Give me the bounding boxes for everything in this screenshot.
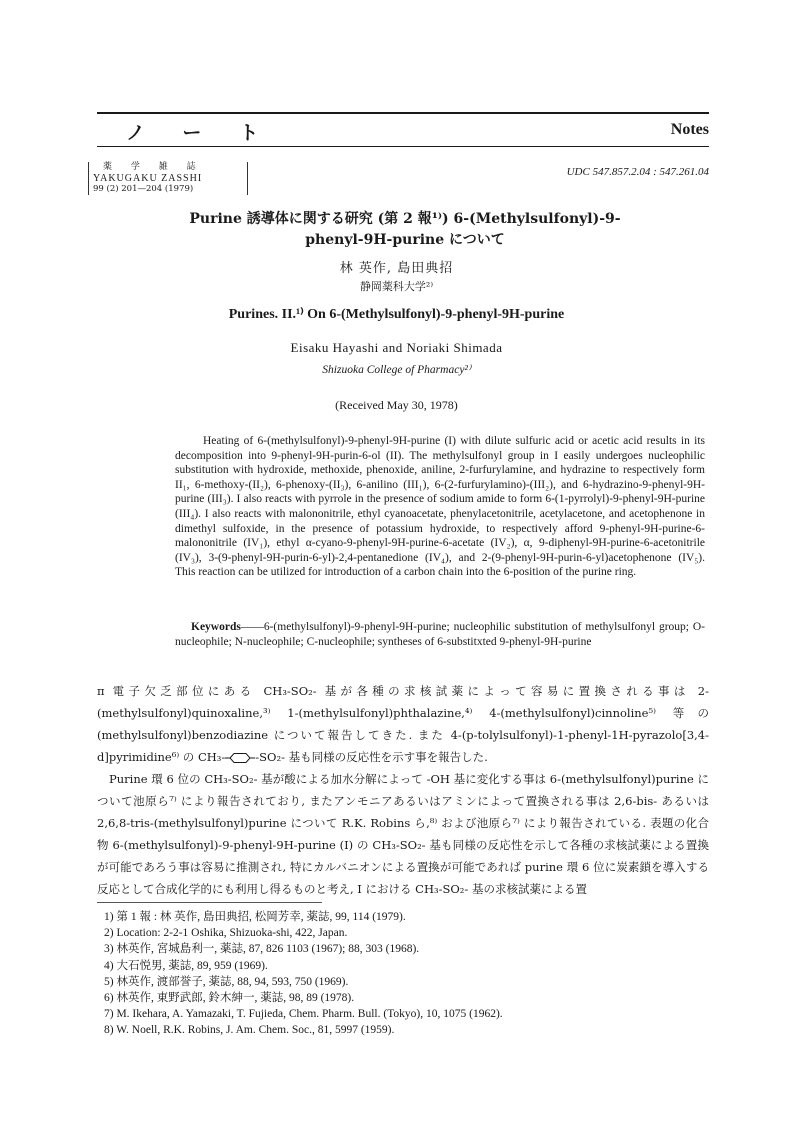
footnote-item: 7) M. Ikehara, A. Yamazaki, T. Fujieda, Chem. Pharm. Bull. (Tokyo), 10, 1075 (1962). <box>104 1008 503 1021</box>
body-paragraph-2: Purine 環 6 位の CH₃-SO₂- 基が酸による加水分解によって -OH 基に変化する事は 6-(methylsulfonyl)purine について池原ら⁷⁾ により報告されており, またアンモニアあるいはアミンによって置換される事は 2,6-bis- あるいは 2,6,8-tris-(methylsulfonyl)purine について R.K. Robins ら,⁸⁾ および池原ら⁷⁾ により報告されている. 表題の化合物 6-(methylsulfonyl)-9-phenyl-9H-purine (I) の CH₃-SO₂- 基も同様の反応性を示して各種の求核試薬による置換が可能であろう事は容易に推測され, 特にカルバニオンによる置換が可能であれば purine 環 6 位に炭素鎖を導入する反応として合成化学的にも利用し得るものと考え, I における CH₃-SO₂- 基の求核試薬による置 <box>97 772 709 896</box>
authors-en: Eisaku Hayashi and Noriaki Shimada <box>290 340 503 355</box>
footnote-item: 8) W. Noell, R.K. Robins, J. Am. Chem. Soc., 81, 5997 (1959). <box>104 1024 395 1037</box>
journal-latin: YAKUGAKU ZASSHI <box>93 173 203 184</box>
journal-citation <box>88 162 248 195</box>
title-ja-line2: phenyl-9H-purine について <box>305 232 505 248</box>
journal-volume: 99 (2) 201—204 (1979) <box>93 184 194 194</box>
body-p1-text-a: π 電子欠乏部位にある CH₃-SO₂- 基が各種の求核試薬によって容易に置換される事は 2-(methylsulfonyl)quinoxaline,³⁾ 1-(methylsulfonyl)phthalazine,⁴⁾ 4-(methylsulfonyl)cinnoline⁵⁾ 等の (methylsulfonyl)benzodiazine について報告してきた. また 4-(p-tolylsulfonyl)-1-phenyl-1H-pyrazolo[3,4-d]pyrimidine⁶⁾ の CH₃- <box>97 684 709 764</box>
section-title-ja: ノート <box>126 122 297 144</box>
top-rule <box>97 112 709 114</box>
body-paragraph-1 <box>97 680 709 768</box>
footnote-item: 6) 林英作, 東野武郎, 鈴木紳一, 薬誌, 98, 89 (1978). <box>104 992 355 1005</box>
footnote-item: 3) 林英作, 宮城島利一, 薬誌, 87, 826 1103 (1967); 88, 303 (1968). <box>104 943 420 956</box>
title-ja-line1: Purine 誘導体に関する研究 (第 2 報¹⁾) 6-(Methylsulfonyl)-9- <box>189 211 621 227</box>
footnote-item: 4) 大石悦男, 薬誌, 89, 959 (1969). <box>104 959 268 972</box>
affiliation-ja: 静岡薬科大学²⁾ <box>359 280 434 293</box>
body-p1-text-b: -SO₂- 基も同様の反応性を示す事を報告した. <box>255 750 488 764</box>
footnote-item: 2) Location: 2-2-1 Oshika, Shizuoka-shi, 422, Japan. <box>104 927 348 940</box>
journal-kanji: 薬 学 雑 誌 <box>103 162 204 172</box>
received-date: (Received May 30, 1978) <box>335 398 458 412</box>
footnotes <box>104 909 704 1039</box>
keywords-label: Keywords <box>191 621 241 633</box>
title-ja <box>110 209 700 251</box>
header-rule <box>97 146 709 147</box>
footnote-item: 1) 第 1 報 : 林 英作, 島田典招, 松岡芳幸, 薬誌, 99, 114 (1979). <box>104 911 406 923</box>
abstract: Heating of 6-(methylsulfonyl)-9-phenyl-9H-purine (I) with dilute sulfuric acid or acetic acid results in its decomposition into 9-phenyl-9H-purin-6-ol (II). The methylsulfonyl group in I easily undergoes nucleophilic substitution with hydroxide, methoxide, phenoxide, aniline, 2-furfurylamine, and hydrazine to respectively form II₁, 6-methoxy-(II₂), 6-phenoxy-(II₃), 6-anilino (III₁), 6-(2-furfurylamino)-(III₂), and 6-hydrazino-9-phenyl-9H-purine (III₃). I also reacts with pyrrole in the presence of sodium amide to form 6-(1-pyrrolyl)-9-phenyl-9H-purine (III₄). I also reacts with malononitrile, ethyl cyanoacetate, phenylacetonitrile, acetylacetone, and acetophenone in dimethyl sulfoxide, in the presence of potassium hydroxide, to respectively afford 9-phenyl-9H-purine-6-malononitrile (IV₁), ethyl α-cyano-9-phenyl-9H-purine-6-acetate (IV₂), α, 9-diphenyl-9H-purine-6-acetonitrile (IV₃), 3-(9-phenyl-9H-purin-6-yl)-2,4-pentanedione (IV₄), and 2-(9-phenyl-9H-purin-6-yl)acetophenone (IV₅). This reaction can be utilized for introduction of a carbon chain into the 6-position of the purine ring. <box>175 435 705 579</box>
keywords <box>175 620 705 649</box>
footnote-rule <box>97 902 322 903</box>
udc-code: UDC 547.857.2.04 : 547.261.04 <box>566 166 709 178</box>
authors-ja: 林 英作, 島田典招 <box>339 261 454 276</box>
section-title-en: Notes <box>670 121 709 138</box>
benzene-ring-icon <box>225 753 255 763</box>
title-en: Purines. II.¹⁾ On 6-(Methylsulfonyl)-9-phenyl-9H-purine <box>228 307 565 322</box>
keywords-text: ——6-(methylsulfonyl)-9-phenyl-9H-purine; nucleophilic substitution of methylsulfonyl group; O-nucleophile; N-nucleophile; C-nucleophile; syntheses of 6-substitxted 9-phenyl-9H-purine <box>175 621 705 648</box>
footnote-item: 5) 林英作, 渡部誉子, 薬誌, 88, 94, 593, 750 (1969). <box>104 975 349 988</box>
affiliation-en: Shizuoka College of Pharmacy²⁾ <box>322 364 471 376</box>
